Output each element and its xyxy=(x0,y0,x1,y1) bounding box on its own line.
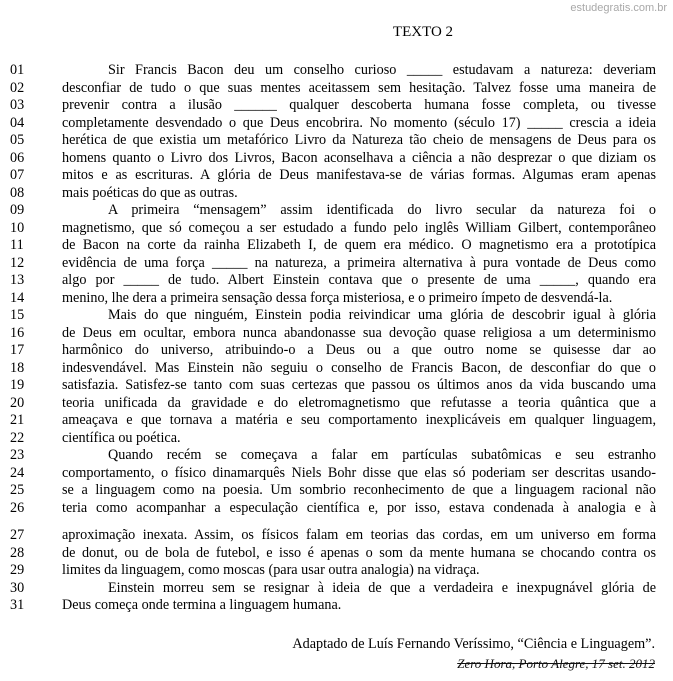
text-line xyxy=(0,562,673,580)
text-line xyxy=(0,342,673,360)
line-text: desconfiar de tudo o que suas mentes aceitassem sem hesitação. Talvez fosse uma maneira de xyxy=(62,79,656,96)
line-number: 23 xyxy=(10,447,25,463)
text-line xyxy=(0,237,673,255)
line-text: A primeira “mensagem” assim identificada do livro secular da natureza foi o xyxy=(108,202,656,218)
line-number: 07 xyxy=(10,167,25,183)
text-line xyxy=(0,290,673,308)
line-number: 21 xyxy=(10,412,25,428)
line-text: prevenir contra a ilusão ______ qualquer descoberta humana fosse completa, ou tivesse xyxy=(62,97,656,113)
numbered-text-body xyxy=(0,62,673,615)
line-text: menino, lhe dera a primeira sensação dessa força misteriosa, e o primeiro ímpeto de desvendá-la. xyxy=(62,289,613,306)
line-text: homens quanto o Livro dos Livros, Bacon aconselhava a ciência a não desprezar o que diziam os xyxy=(62,149,656,166)
text-line xyxy=(0,220,673,238)
text-line xyxy=(0,167,673,185)
line-number: 11 xyxy=(10,237,24,253)
line-number: 08 xyxy=(10,184,25,201)
line-number: 27 xyxy=(10,527,25,543)
text-line xyxy=(0,360,673,378)
line-text: científica ou poética. xyxy=(62,429,181,446)
line-number: 25 xyxy=(10,482,25,498)
line-number: 20 xyxy=(10,394,25,411)
line-text: se a linguagem como na poesia. Um sombrio reconhecimento de que a linguagem racional não xyxy=(62,482,656,498)
text-line xyxy=(0,307,673,325)
line-number: 13 xyxy=(10,272,25,288)
line-text: teoria unificada da gravidade e do eletromagnetismo que refutasse a teoria quântica que a xyxy=(62,394,656,411)
line-text: herética de que existia um metafórico Livro da Natureza tão cheio de mensagens de Deus para os xyxy=(62,132,656,148)
line-text: Quando recém se começava a falar em partículas subatômicas e seu estranho xyxy=(108,447,656,463)
line-number: 14 xyxy=(10,289,25,306)
line-number: 09 xyxy=(10,202,25,218)
text-line xyxy=(0,482,673,500)
text-line xyxy=(0,255,673,273)
line-number: 02 xyxy=(10,79,25,96)
line-number: 06 xyxy=(10,149,25,166)
line-number: 29 xyxy=(10,562,25,578)
line-text: mitos e as escrituras. A glória de Deus manifestava-se de várias formas. Algumas eram apenas xyxy=(62,167,656,183)
line-number: 05 xyxy=(10,132,25,148)
line-number: 28 xyxy=(10,544,25,561)
line-text: teria como acompanhar a especulação científica e, por isso, estava condenada à analogia e à xyxy=(62,499,656,516)
line-text: comportamento, o físico dinamarquês Niels Bohr disse que elas só poderiam ser descritas usando- xyxy=(62,464,656,481)
text-title: TEXTO 2 xyxy=(392,24,454,40)
line-text: ameaçava e que tornava a matéria e seu comportamento inexplicáveis em qualquer linguagem, xyxy=(62,412,656,428)
line-number: 01 xyxy=(10,62,25,78)
line-number: 26 xyxy=(10,499,25,516)
text-line xyxy=(0,545,673,563)
text-line xyxy=(0,500,673,518)
text-line xyxy=(0,377,673,395)
line-number: 10 xyxy=(10,219,25,236)
line-number: 15 xyxy=(10,307,25,323)
line-text: magnetismo, que só começou a ser estudado a fundo pelo inglês William Gilbert, contemporâneo xyxy=(62,219,656,236)
line-text: harmônico do universo, atribuindo-o a Deus ou a que outro nome se quisesse dar ao xyxy=(62,342,656,358)
watermark: estudegratis.com.br xyxy=(570,2,667,14)
text-line xyxy=(0,465,673,483)
line-text: de Deus em ocultar, embora nunca abandonasse sua devoção quase religiosa a um determinismo xyxy=(62,324,656,341)
text-line xyxy=(0,62,673,80)
line-number: 24 xyxy=(10,464,25,481)
text-line xyxy=(0,430,673,448)
text-line xyxy=(0,272,673,290)
line-text: Mais do que ninguém, Einstein podia reivindicar uma glória de descobrir igual à glória xyxy=(108,307,656,323)
line-text: satisfazia. Satisfez-se tanto com suas certezas que passou os últimos anos da vida buscando uma xyxy=(62,377,656,393)
line-text: indesvendável. Mas Einstein não seguiu o conselho de Francis Bacon, de desconfiar do que o xyxy=(62,359,656,376)
text-line xyxy=(0,185,673,203)
line-number: 30 xyxy=(10,579,25,596)
text-line xyxy=(0,202,673,220)
line-text: Sir Francis Bacon deu um conselho curioso _____ estudavam a natureza: deveriam xyxy=(108,62,656,78)
text-line xyxy=(0,80,673,98)
text-line xyxy=(0,447,673,465)
line-text: completamente desvendado o que Deus encobrira. No momento (século 17) _____ crescia a ideia xyxy=(62,114,656,131)
line-text: limites da linguagem, como moscas (para usar outra analogia) na vidraça. xyxy=(62,562,480,578)
source-credit: Adaptado de Luís Fernando Veríssimo, “Ciência e Linguagem”. xyxy=(292,636,655,652)
line-text: evidência de uma força _____ na natureza, a primeira alternativa à pura vontade de Deus como xyxy=(62,254,656,271)
line-text: mais poéticas do que as outras. xyxy=(62,184,238,201)
text-line xyxy=(0,597,673,615)
text-line xyxy=(0,150,673,168)
line-number: 12 xyxy=(10,254,25,271)
line-number: 04 xyxy=(10,114,25,131)
line-number: 19 xyxy=(10,377,25,393)
line-text: Einstein morreu sem se resignar à ideia de que a verdadeira e inexpugnável glória de xyxy=(108,579,656,596)
line-number: 31 xyxy=(10,597,25,613)
line-text: aproximação inexata. Assim, os físicos falam em teorias das cordas, em um universo em forma xyxy=(62,527,656,543)
text-line xyxy=(0,325,673,343)
text-line xyxy=(0,97,673,115)
text-line xyxy=(0,412,673,430)
line-number: 22 xyxy=(10,429,25,446)
text-line xyxy=(0,132,673,150)
text-line xyxy=(0,115,673,133)
source-publication: Zero Hora, Porto Alegre, 17 set. 2012 xyxy=(457,656,655,671)
text-line xyxy=(0,580,673,598)
line-number: 17 xyxy=(10,342,25,358)
line-text: de donut, ou de bola de futebol, e isso é apenas o som da mente humana se chocando contra os xyxy=(62,544,656,561)
line-text: de Bacon na corte da rainha Elizabeth I, de quem era médico. O magnetismo era a prototípica xyxy=(62,237,656,253)
line-text: Deus começa onde termina a linguagem humana. xyxy=(62,597,342,613)
text-line xyxy=(0,527,673,545)
line-text: algo por _____ de tudo. Albert Einstein contava que o presente de uma _____, quando era xyxy=(62,272,656,288)
line-number: 18 xyxy=(10,359,25,376)
text-line xyxy=(0,395,673,413)
line-number: 03 xyxy=(10,97,25,113)
line-number: 16 xyxy=(10,324,25,341)
